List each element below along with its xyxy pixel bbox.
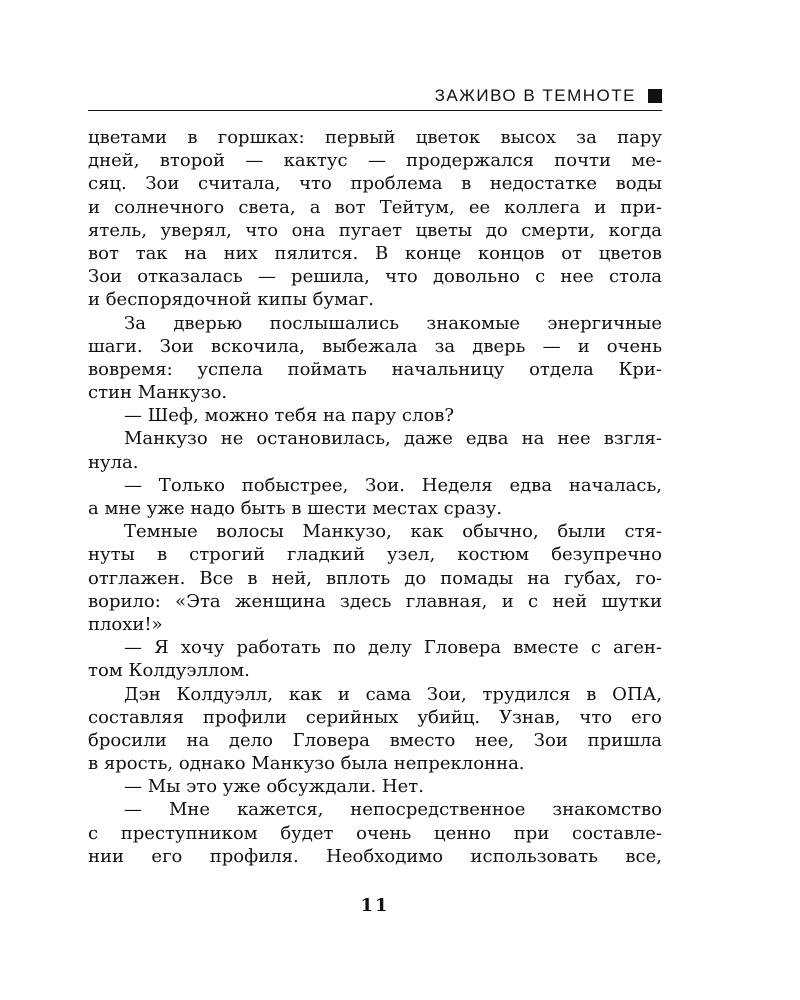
body-text bbox=[88, 126, 662, 868]
page-number: 11 bbox=[360, 895, 390, 916]
text-line: сяц. Зои считала, что проблема в недостатке воды bbox=[88, 173, 662, 195]
text-line: нула. bbox=[88, 451, 139, 473]
text-line: ятель, уверял, что она пугает цветы до смерти, когда bbox=[88, 219, 662, 241]
text-line: и солнечного света, а вот Тейтум, ее коллега и при- bbox=[88, 196, 662, 218]
text-line: нуты в строгий гладкий узел, костюм безупречно bbox=[88, 544, 662, 566]
text-line: нии его профиля. Необходимо использовать все, bbox=[88, 845, 662, 867]
text-line: отглажен. Все в ней, вплоть до помады на губах, го- bbox=[88, 567, 662, 589]
text-line: стин Манкузо. bbox=[88, 382, 228, 404]
text-line: Дэн Колдуэлл, как и сама Зои, трудился в ОПА, bbox=[124, 683, 662, 705]
text-line: Темные волосы Манкузо, как обычно, были стя- bbox=[124, 521, 662, 543]
text-line: а мне уже надо быть в шести местах сразу. bbox=[88, 498, 503, 519]
text-line: — Только побыстрее, Зои. Неделя едва началась, bbox=[124, 474, 662, 496]
text-line: — Мы это уже обсуждали. Нет. bbox=[124, 776, 424, 798]
text-line: с преступником будет очень ценно при составле- bbox=[88, 822, 662, 844]
text-line: Манкузо не остановилась, даже едва на нее взгля- bbox=[124, 428, 662, 450]
running-header bbox=[88, 82, 662, 111]
text-line: За дверью послышались знакомые энергичные bbox=[124, 312, 662, 334]
text-line: и беспорядочной кипы бумаг. bbox=[88, 289, 374, 311]
text-line: плохи!» bbox=[88, 613, 163, 635]
text-line: в ярость, однако Манкузо была непреклонна. bbox=[88, 753, 525, 775]
square-ornament-icon bbox=[648, 89, 662, 103]
text-line: вовремя: успела поймать начальницу отдела Кри- bbox=[88, 358, 662, 380]
text-line: дней, второй — кактус — продержался почти ме- bbox=[88, 150, 662, 172]
text-line: — Мне кажется, непосредственное знакомство bbox=[124, 799, 662, 821]
text-line: цветами в горшках: первый цветок высох за пару bbox=[88, 127, 662, 148]
text-line: — Я хочу работать по делу Гловера вместе с аген- bbox=[124, 637, 662, 659]
running-title: ЗАЖИВО В ТЕМНОТЕ bbox=[434, 86, 636, 105]
text-line: бросили на дело Гловера вместо нее, Зои пришла bbox=[88, 729, 662, 751]
text-line: вот так на них пялится. В конце концов от цветов bbox=[88, 242, 662, 264]
text-line: шаги. Зои вскочила, выбежала за дверь — и очень bbox=[88, 335, 662, 357]
text-line: Зои отказалась — решила, что довольно с нее стола bbox=[88, 266, 662, 288]
text-line: том Колдуэллом. bbox=[88, 660, 250, 682]
text-line: — Шеф, можно тебя на пару слов? bbox=[124, 405, 455, 427]
text-line: ворило: «Эта женщина здесь главная, и с ней шутки bbox=[88, 590, 662, 612]
text-line: составляя профили серийных убийц. Узнав, что его bbox=[88, 706, 662, 728]
